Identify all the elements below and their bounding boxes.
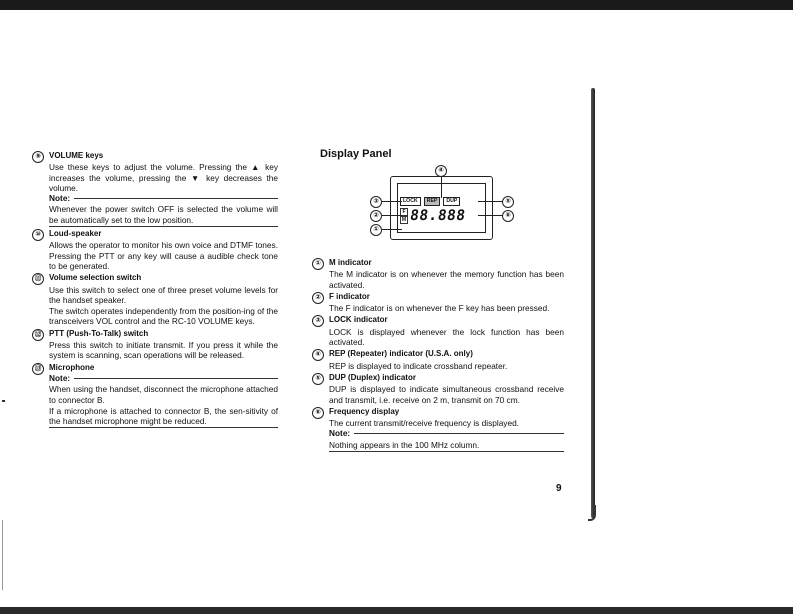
note-label-text: Note: [329,428,351,439]
note-text: When using the handset, disconnect the microphone attached to connector B. [49,384,278,405]
note-text: Nothing appears in the 100 MHz column. [329,440,564,452]
item-title: REP (Repeater) indicator (U.S.A. only) [329,349,473,359]
callout-2: ② [370,210,382,222]
note-label [49,193,278,203]
item-number: ① [312,258,324,270]
lcd-frequency-digits: 88.888 [408,208,467,224]
callout-3: ③ [370,196,382,208]
item-body: Use this switch to select one of three preset volume levels for the handset speaker. [49,284,278,305]
display-panel-diagram [360,160,520,242]
item-number: ⑩ [32,229,44,241]
item-loud-speaker [32,229,278,271]
note-label [49,373,278,383]
note-rule [74,378,278,379]
item-m-indicator [312,258,564,290]
item-number: ⑬ [32,363,44,375]
item-body: The current transmit/receive frequency is displayed. [329,418,519,429]
callout-1: ① [370,224,382,236]
item-body: The F indicator is on whenever the F key has been pressed. [329,303,550,314]
item-body-continued: The switch operates independently from the position-ing of the transceivers VOL control and the RC-10 VOLUME keys. [49,306,278,327]
item-f-indicator [312,292,564,314]
lcd-dup-tag: DUP [443,197,460,206]
note-rule [74,198,278,199]
page-edge-bottom [0,607,793,614]
item-number: ④ [312,349,324,361]
item-title: PTT (Push-To-Talk) switch [49,328,149,338]
item-lock-indicator [312,315,564,347]
item-body: Use these keys to adjust the volume. Pressing the ▲ key increases the volume, pressing the ▼ key decreases the volume. [49,162,278,193]
item-title: Loud-speaker [49,229,102,239]
section-title: Display Panel [320,148,392,160]
item-number: ⑨ [32,151,44,163]
item-title: M indicator [329,258,372,267]
item-title: Microphone [49,362,95,372]
item-number: ⑫ [32,329,44,341]
right-column [312,258,564,454]
item-frequency-display [312,407,564,452]
item-body: LOCK is displayed whenever the lock function has been activated. [329,326,564,348]
item-title: DUP (Duplex) indicator [329,372,416,382]
lcd-m-indicator: M [401,217,407,223]
item-body: The M indicator is on whenever the memory function has been activated. [329,269,564,290]
callout-2-leader [382,215,402,216]
item-ptt-switch [32,329,278,361]
callout-3-leader [382,201,402,202]
item-number: ⑪ [32,273,44,285]
item-title: LOCK indicator [329,315,388,325]
item-number: ③ [312,315,324,327]
callout-5: ⑤ [502,196,514,208]
page-binding-curl [588,505,596,521]
scan-mark [2,520,3,590]
item-title: Volume selection switch [49,273,142,283]
note-label-text: Note: [49,193,71,204]
lcd-rep-tag: REP [424,197,441,206]
callout-4: ④ [435,165,447,177]
item-title: Frequency display [329,406,400,416]
item-body: REP is displayed to indicate crossband repeater. [329,360,508,371]
item-volume-keys [32,151,278,227]
item-body: DUP is displayed to indicate simultaneous crossband receive and transmit, i.e. receive on 2 m, transmit on 70 cm. [329,384,564,405]
lcd-display [400,197,482,225]
callout-4-leader [441,176,442,198]
item-title: VOLUME keys [49,151,104,160]
item-title: F indicator [329,291,370,301]
note-rule [354,433,564,434]
page-binding-edge [591,88,595,518]
callout-1-leader [382,229,402,230]
item-number: ⑤ [312,373,324,385]
item-rep-indicator [312,349,564,371]
callout-6-leader [478,215,502,216]
lcd-lock-tag: LOCK [400,197,421,206]
lcd-f-indicator: F [400,208,408,216]
page-number: 9 [556,483,562,494]
lcd-fm-indicators [400,208,408,224]
scan-mark [2,400,5,402]
lcd-main-row [400,208,482,224]
note-label [329,428,564,438]
left-column [32,151,278,430]
item-number: ② [312,292,324,304]
note-text: Whenever the power switch OFF is selected the volume will be automatically set to the low position. [49,204,278,227]
item-volume-selection-switch [32,273,278,326]
lcd-indicator-row [400,197,482,206]
callout-5-leader [478,201,502,202]
item-body: Allows the operator to monitor his own voice and DTMF tones. Pressing the PTT or any key will cause a audible check tone to be generated. [49,240,278,271]
page-edge-top [0,0,793,10]
item-dup-indicator [312,373,564,405]
callout-6: ⑥ [502,210,514,222]
note-label-text: Note: [49,372,71,383]
item-number: ⑥ [312,407,324,419]
note-text-continued: If a microphone is attached to connector B, the sen-sitivity of the handset microphone might be reduced. [49,406,278,429]
item-body: Press this switch to initiate transmit. If you press it while the system is scanning, scan operations will be released. [49,340,278,361]
item-microphone [32,363,278,429]
